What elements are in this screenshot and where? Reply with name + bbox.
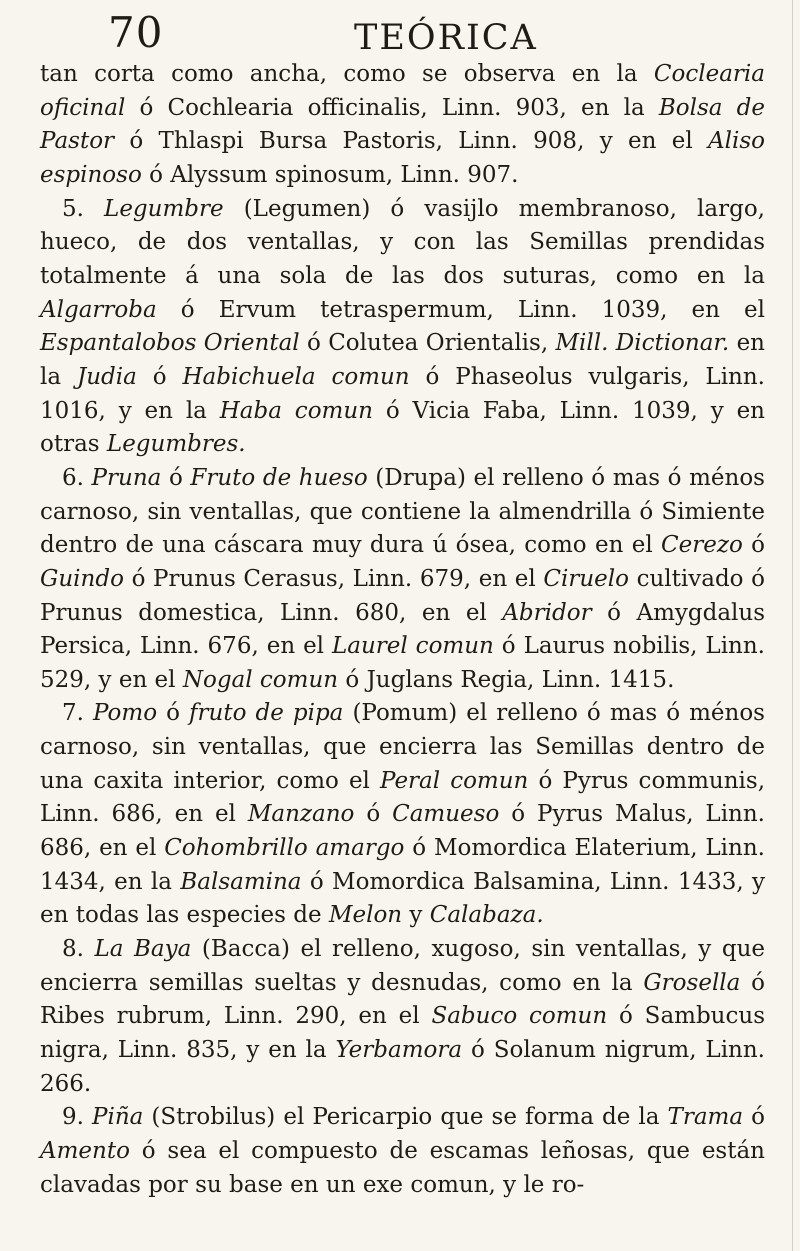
italic-term: Laurel comun — [331, 633, 494, 660]
text-run: ó — [354, 801, 393, 828]
text-run: ó Pyrus communis, Linn. 686, en el — [40, 767, 766, 828]
text-run: cultivado ó Prunus domestica, Linn. 680, en el — [40, 565, 765, 626]
text-run: ó Colutea Orientalis, — [299, 330, 556, 357]
italic-term: Algarroba — [40, 296, 157, 323]
text-run: 9. — [62, 1104, 93, 1131]
text-run: 6. — [62, 464, 92, 491]
text-run: ó Pyrus Malus, Linn. 686, en el — [40, 801, 765, 862]
italic-term: Legumbres. — [106, 431, 246, 458]
text-run: ó — [136, 363, 183, 390]
italic-term: Coclearia oficinal — [40, 61, 765, 121]
text-run: (Strobilus) el Pericarpio que se forma de la — [143, 1104, 668, 1131]
italic-term: Pruna — [91, 464, 162, 491]
italic-term: Camueso — [392, 801, 500, 828]
italic-term: Cohombrillo amargo — [164, 835, 405, 862]
italic-term: Melon — [328, 902, 403, 929]
italic-term: Bolsa de Pastor — [40, 94, 765, 155]
italic-term: Judia — [76, 363, 137, 390]
italic-term: Fruto de hueso — [190, 464, 368, 491]
italic-term: Abridor — [502, 599, 592, 626]
paragraph-pruna — [40, 462, 765, 698]
text-run: tan corta como ancha, como se observa en la — [40, 61, 654, 87]
text-run: ó Momordica Elaterium, Linn. 1434, en la — [40, 835, 765, 895]
italic-term: Mill. Dictionar. — [555, 330, 730, 357]
text-run: ó Prunus Cerasus, Linn. 679, en el — [123, 565, 544, 592]
text-run: (Pomum) el relleno ó mas ó ménos carnoso, sin ventallas, que encierra las Semillas dentro de una caxita interior, como el — [40, 700, 765, 794]
page-number: 70 — [108, 8, 164, 57]
italic-term: Balsamina — [180, 868, 302, 895]
italic-term: Espantalobos Oriental — [40, 330, 300, 357]
italic-term: Cerezo — [661, 532, 743, 559]
paragraph-legumbre — [40, 193, 765, 462]
italic-term: fruto de pipa — [189, 700, 344, 727]
text-run: ó Juglans Regia, Linn. 1415. — [338, 666, 675, 693]
page-edge-shadow — [792, 0, 793, 1251]
text-run: ó — [161, 464, 191, 491]
italic-term: Haba comun — [219, 397, 373, 424]
italic-term: Nogal comun — [182, 666, 339, 693]
italic-term: Legumbre — [104, 195, 224, 222]
text-run: ó Vicia Faba, Linn. 1039, y en otras — [40, 397, 765, 458]
text-run: ó Thlaspi Bursa Pastoris, Linn. 908, y en el — [114, 128, 709, 155]
text-run: (Bacca) el relleno, xugoso, sin ventallas, y que encierra semillas sueltas y desnudas, como en la — [40, 936, 765, 996]
text-run: ó — [743, 1104, 765, 1131]
text-run: (Drupa) el relleno ó mas ó ménos carnoso, sin ventallas, que contiene la almendrilla ó Simiente dentro de una cáscara muy dura ú ósea, como en el — [40, 464, 765, 559]
page-header — [74, 4, 694, 60]
italic-term: Sabuco comun — [431, 1003, 608, 1030]
paragraph-pina — [40, 1101, 765, 1202]
text-run: ó Momordica Balsamina, Linn. 1433, y en todas las especies de — [40, 868, 765, 929]
italic-term: Amento — [40, 1138, 130, 1164]
text-run: ó — [742, 532, 765, 559]
text-run: ó sea el compuesto de escamas leñosas, que están clavadas por su base en un exe comun, y le ro- — [40, 1138, 765, 1198]
italic-term: Manzano — [247, 801, 355, 828]
paragraph-continuation — [40, 58, 765, 193]
text-run: ó Ribes rubrum, Linn. 290, en el — [40, 969, 765, 1030]
italic-term: Guindo — [40, 565, 124, 592]
text-run: ó Solanum nigrum, Linn. 266. — [40, 1037, 765, 1097]
text-run: ó Ervum tetraspermum, Linn. 1039, en el — [156, 296, 765, 323]
italic-term: Yerbamora — [335, 1037, 463, 1064]
body-text — [40, 58, 765, 1202]
paragraph-pomo — [40, 697, 765, 933]
text-run: 8. — [62, 936, 95, 963]
text-run: ó Laurus nobilis, Linn. 529, y en el — [40, 633, 765, 693]
italic-term: La Baya — [94, 936, 192, 963]
text-run: y — [402, 902, 430, 929]
text-run: ó Cochlearia officinalis, Linn. 903, en la — [125, 94, 659, 121]
text-run: ó Phaseolus vulgaris, Linn. 1016, y en la — [40, 363, 765, 424]
text-run: ó Amygdalus Persica, Linn. 676, en el — [40, 599, 765, 660]
italic-term: Ciruelo — [543, 565, 629, 592]
italic-term: Grosella — [643, 969, 741, 996]
text-run: ó Sambucus nigra, Linn. 835, y en la — [40, 1003, 765, 1064]
text-run: en la — [40, 330, 765, 390]
text-run: ó Alyssum spinosum, Linn. 907. — [141, 161, 519, 188]
text-run: 7. — [62, 700, 93, 727]
italic-term: Habichuela comun — [182, 363, 410, 390]
italic-term: Trama — [667, 1104, 744, 1131]
text-run: 5. — [62, 195, 105, 222]
italic-term: Pomo — [93, 700, 158, 727]
text-run: (Legumen) ó vasijlo membranoso, largo, hueco, de dos ventallas, y con las Semillas prendidas totalmente á una sola de las dos suturas, como en la — [40, 195, 765, 289]
italic-term: Calabaza. — [429, 902, 544, 929]
paragraph-baya — [40, 933, 765, 1101]
italic-term: Peral comun — [380, 767, 529, 794]
running-title: TEÓRICA — [354, 18, 538, 58]
italic-term: Aliso espinoso — [40, 128, 765, 188]
italic-term: Piña — [92, 1104, 144, 1131]
text-run: ó — [157, 700, 190, 727]
